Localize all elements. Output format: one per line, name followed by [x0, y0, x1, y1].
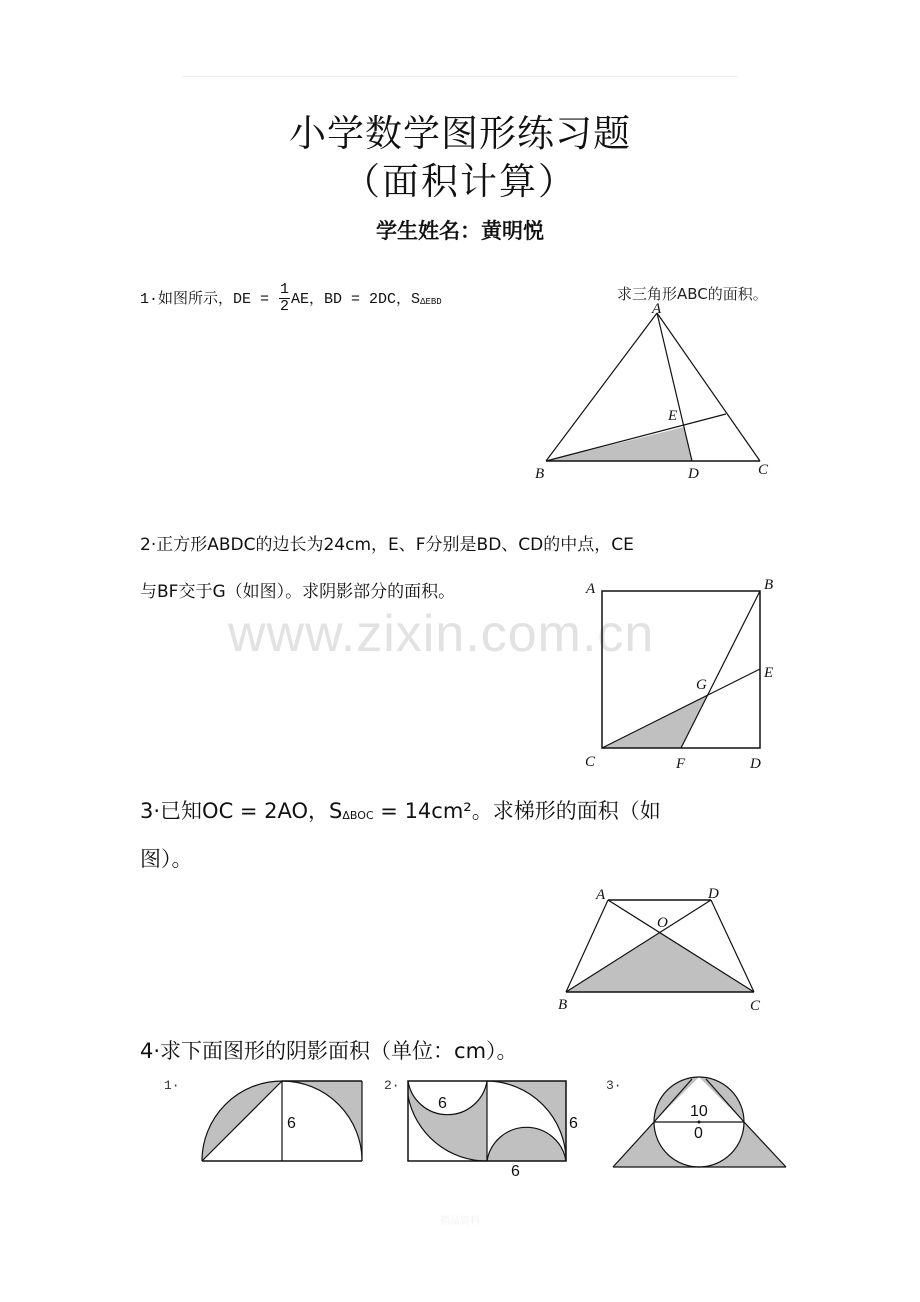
question-1-text [140, 282, 442, 315]
subfigure-1-label: 1· [164, 1078, 180, 1093]
label-A: A [596, 887, 606, 903]
question-3-line2: 图）。 [140, 847, 193, 871]
dimension-6-right: 6 [569, 1115, 578, 1132]
label-E: E [764, 665, 774, 681]
fraction-denominator: 2 [280, 298, 290, 315]
figure-q1-triangle [530, 296, 790, 486]
q3-suffix: = 14cm²。求梯形的面积（如 [373, 799, 661, 823]
label-A: A [586, 581, 596, 597]
figure-q4-1 [195, 1075, 370, 1170]
label-B: B [535, 466, 545, 482]
figure-q3-trapezoid [550, 880, 770, 1020]
figure-q2-square [575, 575, 790, 775]
header-rule [182, 76, 738, 77]
question-2-line2: 与BF交于G（如图）。求阴影部分的面积。 [140, 582, 456, 602]
label-D: D [688, 466, 699, 482]
figure-q4-2 [400, 1075, 585, 1185]
dimension-10: 10 [690, 1103, 708, 1120]
label-C: C [758, 462, 769, 478]
q1-middle: AE，BD = 2DC，S [291, 291, 421, 308]
label-B: B [764, 577, 774, 593]
label-O: O [657, 915, 668, 931]
label-E: E [668, 408, 678, 424]
subfigure-2-label: 2· [384, 1078, 400, 1093]
q3-prefix: 3·已知OC = 2AO，S [140, 799, 343, 823]
q3-subscript: ΔBOC [342, 809, 374, 822]
footer-text: 精品资料 [440, 1216, 480, 1227]
subfigure-3-label: 3· [606, 1078, 622, 1093]
figure-q4-3 [605, 1075, 795, 1175]
page-title: 小学数学图形练习题 [289, 112, 631, 155]
q1-fraction [279, 282, 290, 315]
label-A: A [652, 301, 662, 317]
label-D: D [750, 756, 761, 772]
label-D: D [708, 886, 719, 902]
question-3-line1 [140, 787, 661, 840]
q1-prefix: 1·如图所示，DE = [140, 291, 279, 308]
student-name: 学生姓名：黄明悦 [376, 219, 544, 243]
page-subtitle: （面积计算） [343, 160, 577, 203]
label-B: B [558, 997, 568, 1013]
center-label-o: 0 [694, 1125, 703, 1142]
watermark: www.zixin.com.cn [228, 605, 655, 663]
dimension-6: 6 [287, 1115, 296, 1132]
question-1-suffix: 求三角形ABC的面积。 [617, 285, 768, 303]
label-G: G [696, 677, 707, 693]
dimension-6-top: 6 [438, 1095, 447, 1112]
fraction-numerator: 1 [280, 281, 290, 298]
label-C: C [750, 998, 761, 1014]
dimension-6-bottom: 6 [511, 1163, 520, 1180]
label-F: F [676, 756, 686, 772]
q1-subscript: ΔEBD [420, 297, 442, 307]
question-4-text: 4·求下面图形的阴影面积（单位：cm）。 [140, 1039, 518, 1063]
label-C: C [585, 754, 596, 770]
question-2-line1: 2·正方形ABDC的边长为24cm，E、F分别是BD、CD的中点，CE [140, 535, 634, 555]
